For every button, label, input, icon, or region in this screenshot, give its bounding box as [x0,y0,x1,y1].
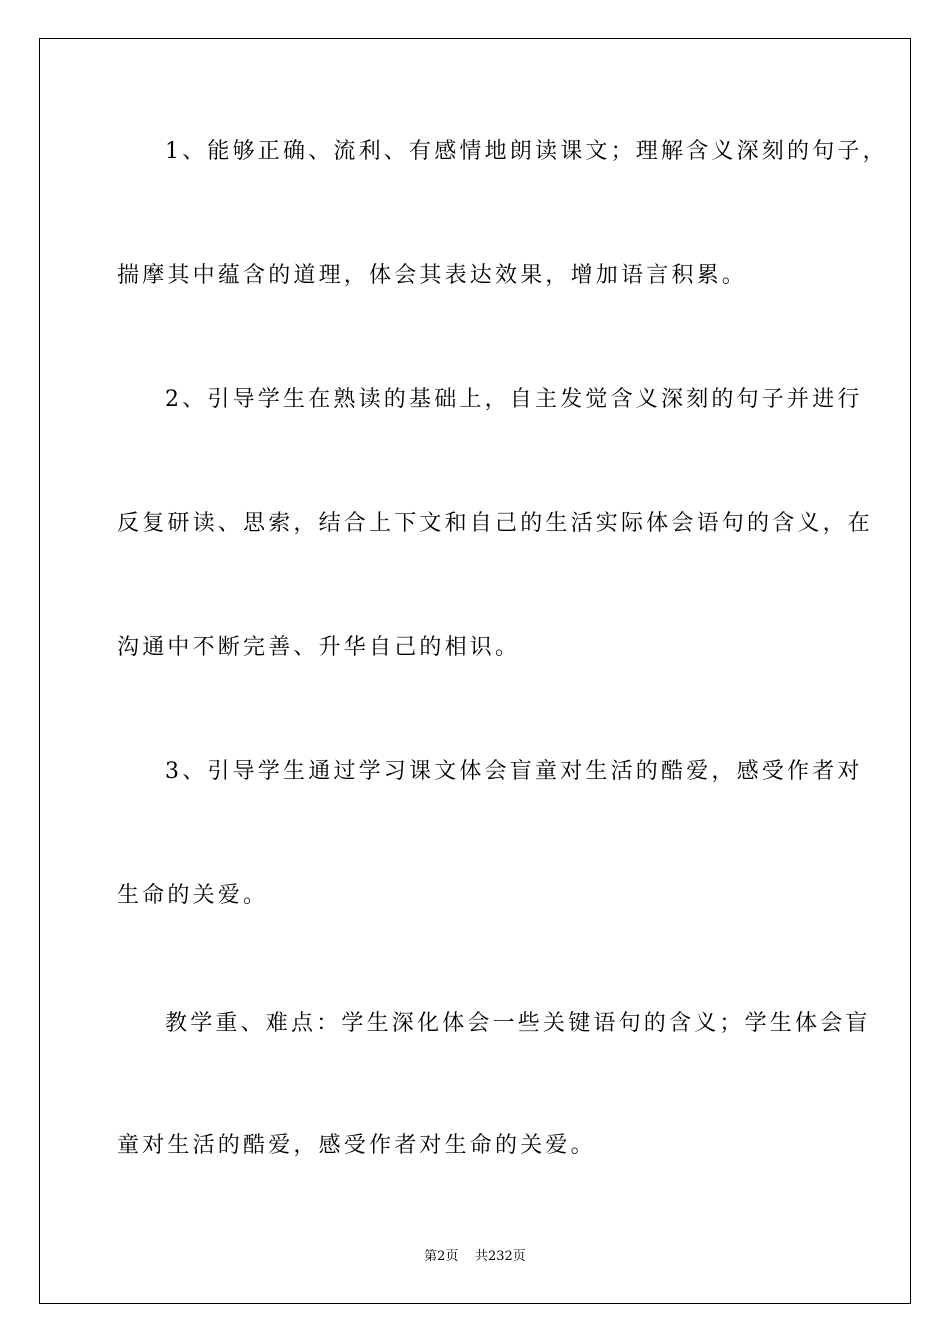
paragraph-1-line-2: 揣摩其中蕴含的道理，体会其表达效果，增加语言积累。 [117,263,748,288]
page-frame [39,38,911,1304]
page-footer [0,1248,950,1266]
page-total: 共232页 [474,1249,526,1264]
paragraph-2-line-2: 反复研读、思索，结合上下文和自己的生活实际体会语句的含义，在 [117,511,874,536]
paragraph-2-line-1: 2、引导学生在熟读的基础上，自主发觉含义深刻的句子并进行 [165,387,863,412]
paragraph-2-line-3: 沟通中不断完善、升华自己的相识。 [117,635,521,660]
paragraph-3-line-1: 3、引导学生通过学习课文体会盲童对生活的酷爱，感受作者对 [165,759,863,784]
page-number: 第2页 [424,1249,459,1264]
paragraph-4-line-1: 教学重、难点：学生深化体会一些关键语句的含义；学生体会盲 [165,1011,871,1036]
paragraph-3-line-2: 生命的关爱。 [117,883,269,908]
paragraph-4-line-2: 童对生活的酷爱，感受作者对生命的关爱。 [117,1133,596,1158]
paragraph-1-line-1: 1、能够正确、流利、有感情地朗读课文；理解含义深刻的句子， [165,139,888,164]
